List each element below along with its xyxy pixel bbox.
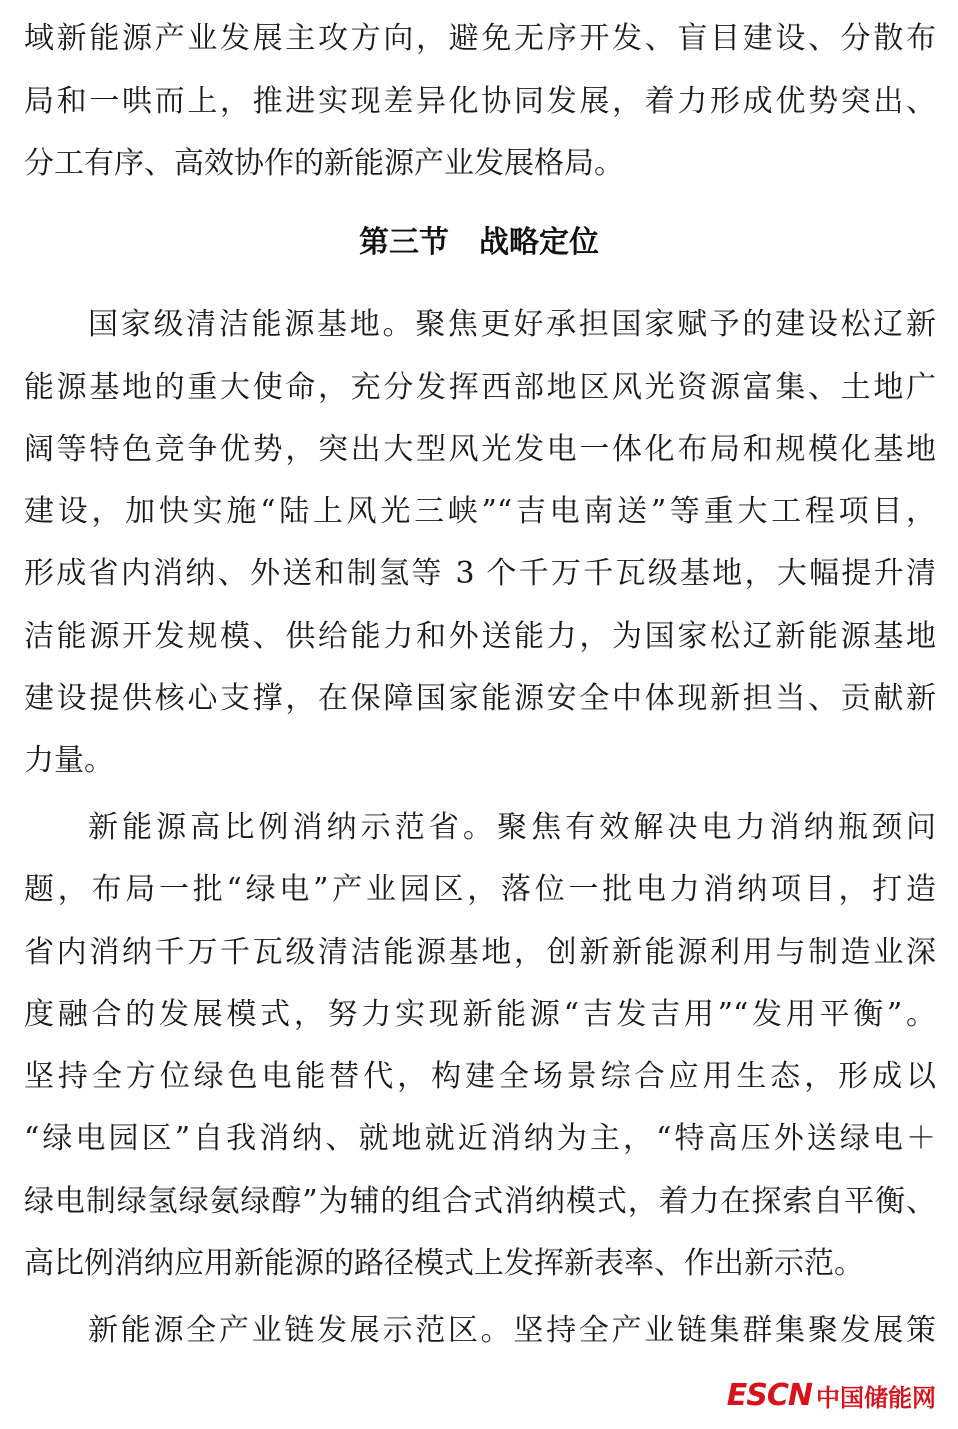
text-line: 力量。	[24, 743, 114, 778]
text-line: 坚持全方位绿色电能替代，构建全场景综合应用生态，形成以	[24, 1059, 936, 1094]
text-line: 能源基地的重大使命，充分发挥西部地区风光资源富集、土地广	[24, 370, 936, 405]
section-heading: 第三节 战略定位	[359, 225, 599, 260]
watermark-cn: 中国储能网	[816, 1383, 936, 1412]
text-line: 省内消纳千万千瓦级清洁能源基地，创新新能源利用与制造业深	[24, 935, 936, 970]
text-line: 洁能源开发规模、供给能力和外送能力，为国家松辽新能源基地	[24, 619, 936, 654]
text-line: 形成省内消纳、外送和制氢等 3 个千万千瓦级基地，大幅提升清	[24, 556, 936, 591]
text-line: 新能源全产业链发展示范区。坚持全产业链集群集聚发展策	[88, 1313, 936, 1348]
text-line: 高比例消纳应用新能源的路径模式上发挥新表率、作出新示范。	[24, 1246, 864, 1281]
text-line: 建设，加快实施“陆上风光三峡”“吉电南送”等重大工程项目，	[24, 494, 936, 529]
text-line: 局和一哄而上，推进实现差异化协同发展，着力形成优势突出、	[24, 84, 936, 119]
text-line: 阔等特色竞争优势，突出大型风光发电一体化布局和规模化基地	[24, 432, 936, 467]
escn-watermark-logo	[727, 1375, 936, 1415]
text-line: 新能源高比例消纳示范省。聚焦有效解决电力消纳瓶颈问	[88, 810, 936, 845]
text-line: “绿电园区”自我消纳、就地就近消纳为主，“特高压外送绿电＋	[24, 1121, 936, 1156]
watermark-latin: ESCN	[726, 1377, 812, 1413]
text-line: 国家级清洁能源基地。聚焦更好承担国家赋予的建设松辽新	[88, 307, 936, 342]
text-line: 绿电制绿氢绿氨绿醇”为辅的组合式消纳模式，着力在探索自平衡、	[24, 1184, 936, 1219]
text-line: 分工有序、高效协作的新能源产业发展格局。	[24, 146, 624, 181]
text-line: 题，布局一批“绿电”产业园区，落位一批电力消纳项目，打造	[24, 872, 936, 907]
text-line: 域新能源产业发展主攻方向，避免无序开发、盲目建设、分散布	[24, 21, 936, 56]
text-line: 建设提供核心支撑，在保障国家能源安全中体现新担当、贡献新	[24, 681, 936, 716]
text-line: 度融合的发展模式，努力实现新能源“吉发吉用”“发用平衡”。	[24, 997, 936, 1032]
